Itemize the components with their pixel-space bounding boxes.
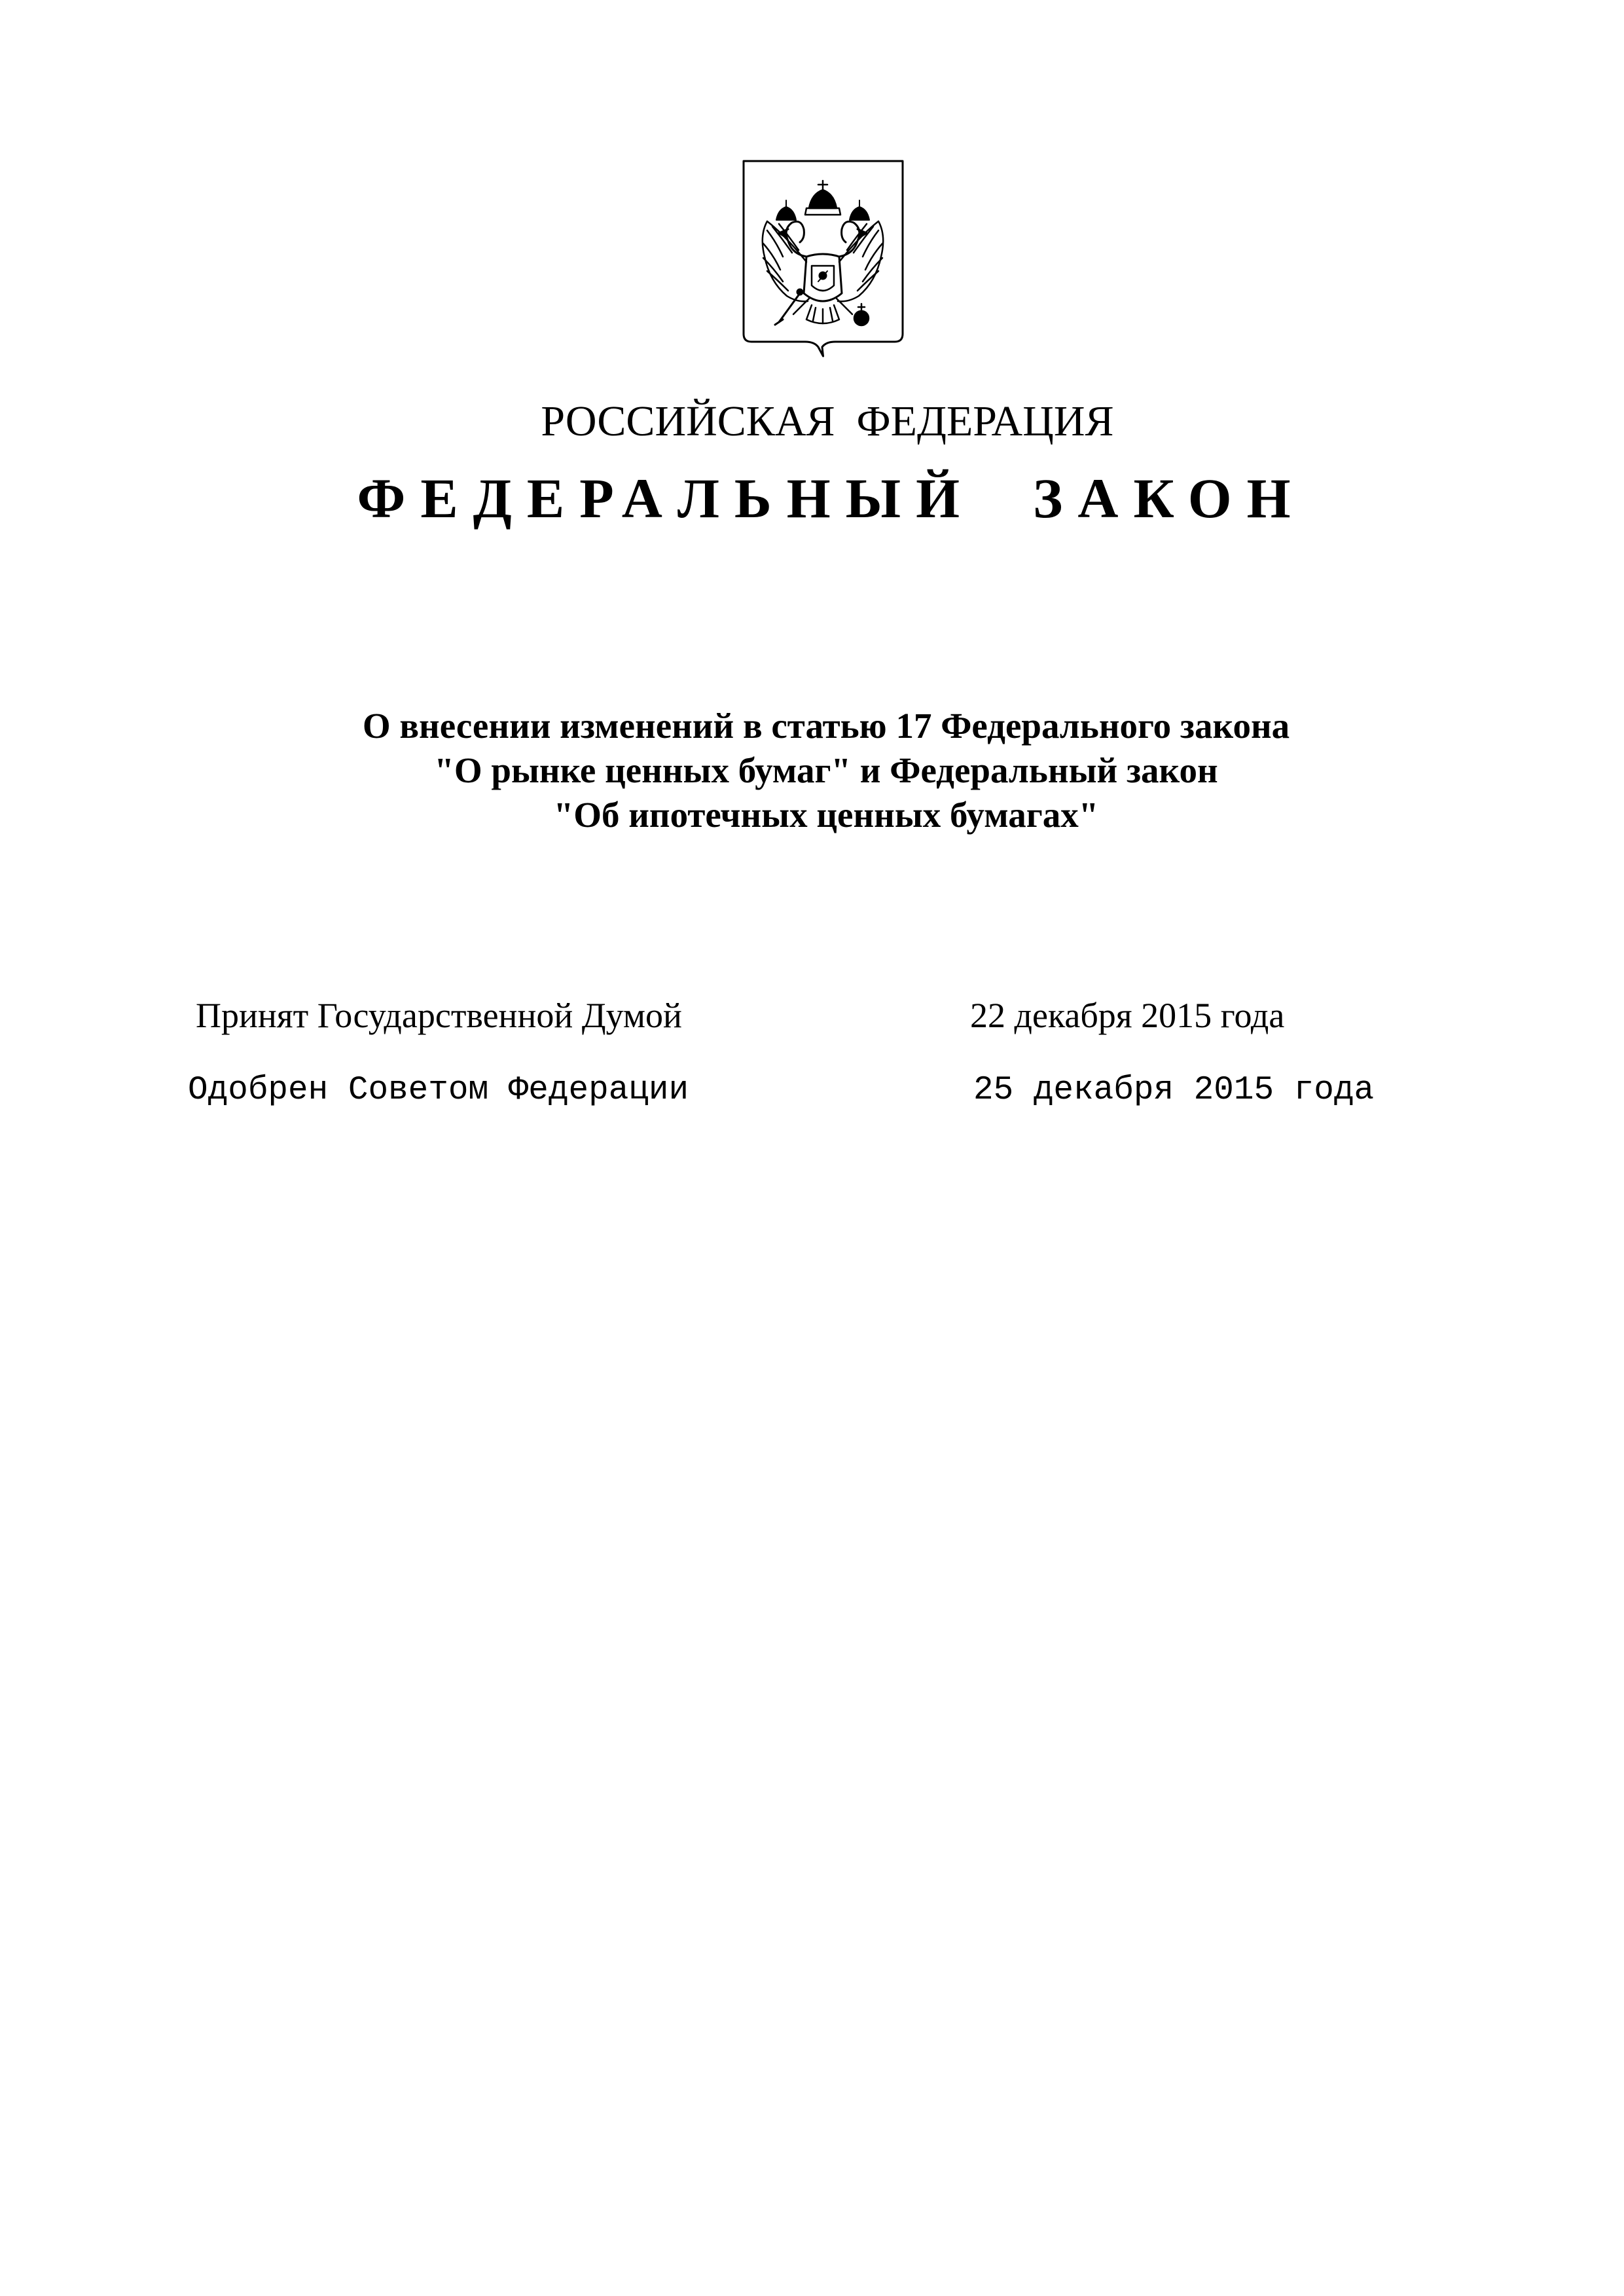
law-title	[363, 706, 1290, 835]
adoption-block	[188, 996, 1374, 1109]
law-title-line-3: "Об ипотечных ценных бумагах"	[553, 795, 1099, 835]
approval-federation-council-date: 25 декабря 2015 года	[973, 1072, 1375, 1109]
coat-of-arms-emblem	[744, 161, 903, 356]
approval-federation-council-label: Одобрен Советом Федерации	[188, 1072, 689, 1109]
document-type-heading: ФЕДЕРАЛЬНЫЙ ЗАКОН	[357, 467, 1306, 530]
adoption-duma-date: 22 декабря 2015 года	[970, 996, 1285, 1035]
country-heading: РОССИЙСКАЯ ФЕДЕРАЦИЯ	[541, 397, 1114, 445]
adoption-duma-label: Принят Государственной Думой	[196, 996, 682, 1035]
law-title-line-1: О внесении изменений в статью 17 Федерального закона	[362, 706, 1290, 746]
law-title-line-2: "О рынке ценных бумаг" и Федеральный закон	[434, 750, 1218, 790]
